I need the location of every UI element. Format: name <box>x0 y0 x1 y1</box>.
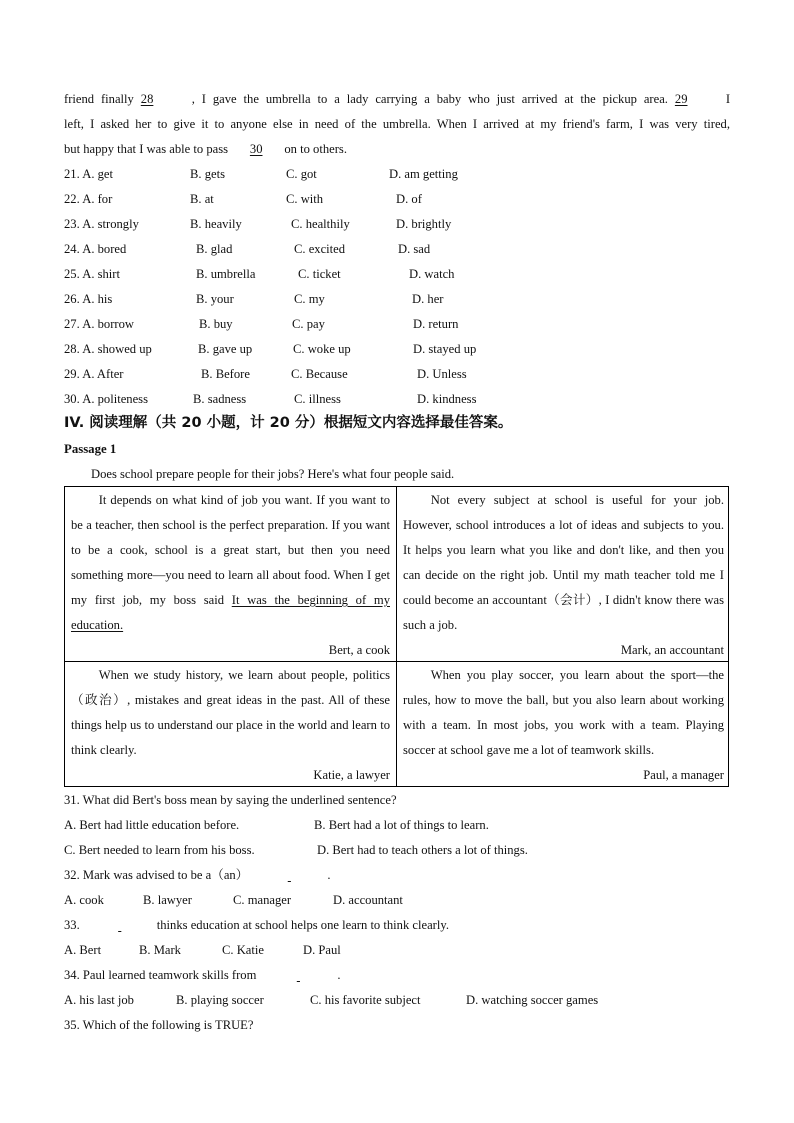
question-33 <box>64 917 449 933</box>
option-row-21: 21. A. get <box>64 167 113 181</box>
q32-option-b: B. lawyer <box>143 893 192 907</box>
q32-end: . <box>327 868 331 882</box>
question-35: 35. Which of the following is TRUE? <box>64 1018 254 1032</box>
signature-paul: Paul, a manager <box>643 768 724 782</box>
question-34 <box>64 967 341 983</box>
bert-paragraph <box>71 487 390 638</box>
cloze-text: I <box>725 92 731 106</box>
cloze-line-1 <box>64 91 730 107</box>
question-32 <box>64 867 330 883</box>
cell-bert <box>65 487 396 661</box>
q34-stem: 34. Paul learned teamwork skills from <box>64 968 257 982</box>
option-c: C. Because <box>291 367 348 381</box>
option-d: D. of <box>396 192 422 206</box>
q31-option-d: D. Bert had to teach others a lot of things. <box>317 843 528 857</box>
option-row-24: 24. A. bored <box>64 242 127 256</box>
option-row-28: 28. A. showed up <box>64 342 152 356</box>
option-b: B. at <box>190 192 214 206</box>
q34-end: . <box>337 968 341 982</box>
option-d: D. stayed up <box>413 342 477 356</box>
cell-katie <box>65 662 396 787</box>
opinion-table <box>64 486 729 787</box>
blank-28: 28 <box>140 92 154 106</box>
question-31: 31. What did Bert's boss mean by saying the underlined sentence? <box>64 793 397 807</box>
q32-option-a: A. cook <box>64 893 104 907</box>
option-c: C. illness <box>294 392 341 406</box>
q34-blank <box>259 967 337 983</box>
signature-katie: Katie, a lawyer <box>313 768 390 782</box>
option-c: C. got <box>286 167 317 181</box>
option-row-23: 23. A. strongly <box>64 217 139 231</box>
signature-bert: Bert, a cook <box>328 643 390 657</box>
option-row-25: 25. A. shirt <box>64 267 120 281</box>
option-b: B. heavily <box>190 217 242 231</box>
cloze-text: on to others. <box>284 142 347 156</box>
q32-blank <box>251 867 327 883</box>
q34-option-d: D. watching soccer games <box>466 993 599 1007</box>
cloze-text: but happy that I was able to pass <box>64 142 229 156</box>
q33-stem: thinks education at school helps one learn to think clearly. <box>156 918 450 932</box>
option-d: D. Unless <box>417 367 467 381</box>
q31-option-a: A. Bert had little education before. <box>64 818 240 832</box>
option-b: B. gets <box>190 167 225 181</box>
option-b: B. sadness <box>193 392 247 406</box>
option-c: C. ticket <box>298 267 341 281</box>
q31-option-c: C. Bert needed to learn from his boss. <box>64 843 255 857</box>
option-b: B. Before <box>201 367 250 381</box>
q33-option-d: D. Paul <box>303 943 341 957</box>
option-row-27: 27. A. borrow <box>64 317 134 331</box>
q33-option-c: C. Katie <box>222 943 264 957</box>
q33-option-a: A. Bert <box>64 943 102 957</box>
cloze-text: friend finally <box>64 92 134 106</box>
option-c: C. pay <box>292 317 325 331</box>
section-heading: IV. 阅读理解（共 20 小题，计 20 分）根据短文内容选择最佳答案。 <box>64 415 513 431</box>
cloze-line-3 <box>64 141 347 157</box>
option-d: D. am getting <box>389 167 458 181</box>
option-b: B. your <box>196 292 234 306</box>
q31-option-b: B. Bert had a lot of things to learn. <box>314 818 489 832</box>
option-row-30: 30. A. politeness <box>64 392 148 406</box>
option-b: B. gave up <box>198 342 253 356</box>
cell-mark <box>397 487 730 661</box>
q34-option-b: B. playing soccer <box>176 993 264 1007</box>
option-row-22: 22. A. for <box>64 192 113 206</box>
signature-mark: Mark, an accountant <box>620 643 724 657</box>
underlined-sentence: It was the beginning of my education. <box>71 593 390 632</box>
option-row-29: 29. A. After <box>64 367 124 381</box>
option-d: D. her <box>412 292 444 306</box>
option-d: D. return <box>413 317 459 331</box>
passage-intro: Does school prepare people for their jobs? Here's what four people said. <box>91 467 455 481</box>
option-c: C. excited <box>294 242 346 256</box>
q32-option-c: C. manager <box>233 893 292 907</box>
cloze-text: , I gave the umbrella to a lady carrying a baby who just arrived at the pickup area. <box>191 92 668 106</box>
option-c: C. healthily <box>291 217 350 231</box>
q33-option-b: B. Mark <box>139 943 181 957</box>
q32-stem: 32. Mark was advised to be a（an） <box>64 868 249 882</box>
blank-29: 29 <box>674 92 688 106</box>
option-c: C. with <box>286 192 324 206</box>
bert-text: It depends on what kind of job you want. If you want to be a teacher, then school is the perfect preparation. If you want to be a cook, school is a great start, but then you need something more—you need to learn all about food. When I get my first job, my boss said <box>71 493 390 607</box>
option-b: B. buy <box>199 317 233 331</box>
blank-30: 30 <box>249 142 263 156</box>
passage-label: Passage 1 <box>64 442 117 456</box>
option-d: D. kindness <box>417 392 477 406</box>
option-c: C. my <box>294 292 325 306</box>
mark-text: Not every subject at school is useful for your job. However, school introduces a lot of ideas and subjects to you. It helps you learn what you like and don't like, and then you can decide on the right job. Until my math teacher told me I could become an accountant（会计）, I didn't know there was such a job. <box>403 493 724 632</box>
q33-number: 33. <box>64 918 80 932</box>
q34-option-c: C. his favorite subject <box>310 993 421 1007</box>
cloze-line-2: left, I asked her to give it to anyone else in need of the umbrella. When I arrived at my friend's farm, I was very tired, <box>64 117 730 131</box>
option-b: B. glad <box>196 242 233 256</box>
option-d: D. watch <box>409 267 455 281</box>
katie-text: When we study history, we learn about people, politics（政治）, mistakes and great ideas in the past. All of these things help us to understand our place in the world and learn to think clearly. <box>71 668 390 757</box>
option-d: D. brightly <box>396 217 452 231</box>
q33-blank <box>83 917 157 933</box>
paul-text: When you play soccer, you learn about the sport—the rules, how to move the ball, but you also learn about working with a team. In most jobs, you work with a team. Playing soccer at school gave me a lot of teamwork skills. <box>403 668 724 757</box>
q34-option-a: A. his last job <box>64 993 134 1007</box>
option-d: D. sad <box>398 242 431 256</box>
q32-option-d: D. accountant <box>333 893 403 907</box>
option-b: B. umbrella <box>196 267 256 281</box>
option-row-26: 26. A. his <box>64 292 113 306</box>
option-c: C. woke up <box>293 342 351 356</box>
cell-paul <box>397 662 730 787</box>
